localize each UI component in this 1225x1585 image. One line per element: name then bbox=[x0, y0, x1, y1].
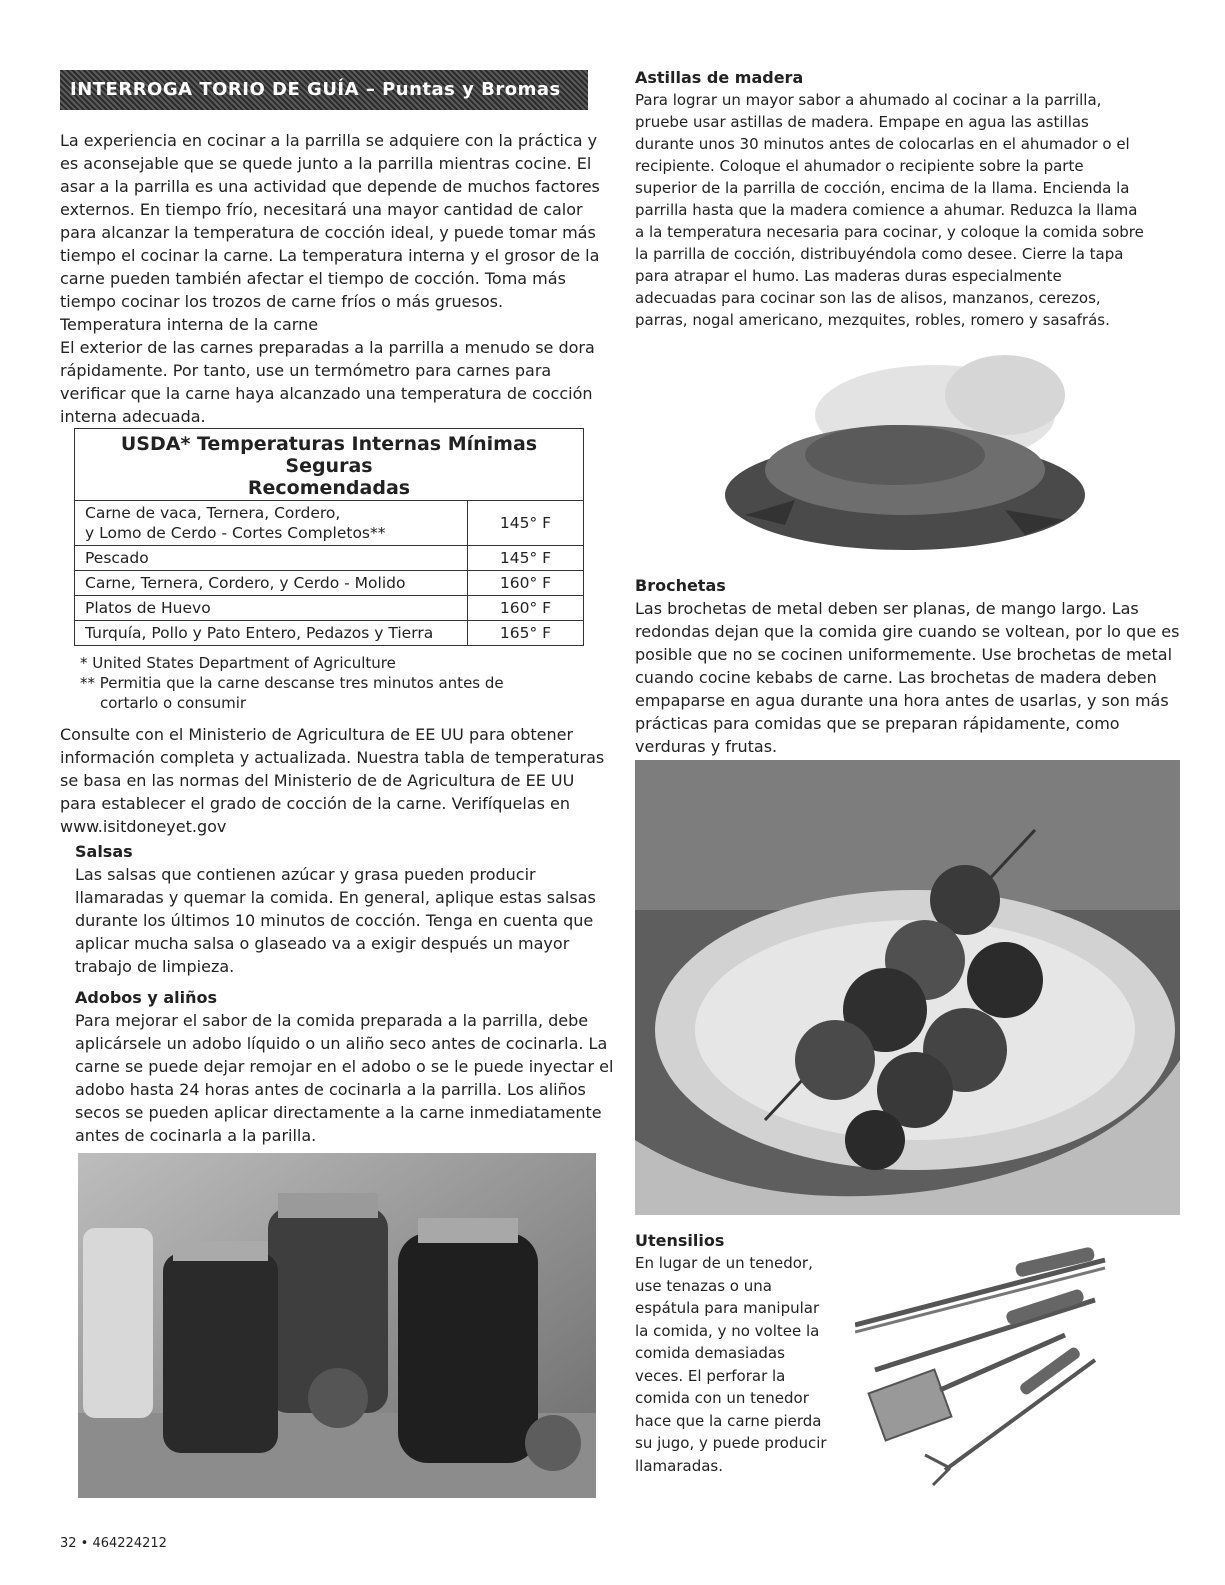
jars-image bbox=[78, 1153, 596, 1498]
skewers-image bbox=[635, 760, 1180, 1215]
adobos-section: Adobos y aliños Para mejorar el sabor de la comida preparada a la parrilla, debe aplicársele un adobo líquido o un aliño seco antes de cocinarla. La carne se puede dejar remojar en el adobo o se le puede inyectar el adobo hasta 24 horas antes de cocinarla a la parrilla. Los aliños secos se pueden aplicar directamente a la carne inmediatamente antes de cocinarla a la parilla. bbox=[75, 987, 625, 1147]
table-row: Turquía, Pollo y Pato Entero, Pedazos y Tierra 165° F bbox=[75, 621, 584, 646]
table-title: USDA* Temperaturas Internas Mínimas Seguras Recomendadas bbox=[74, 428, 584, 500]
utensilios-section: Utensilios En lugar de un tenedor, use tenazas o una espátula para manipular la comida, y no voltee la comida demasiadas veces. El perforar la comida con un tenedor hace que la carne pierda su jugo, y puede producir llamaradas. bbox=[635, 1230, 845, 1477]
section-heading: Utensilios bbox=[635, 1231, 725, 1250]
table-row: Platos de Huevo 160° F bbox=[75, 596, 584, 621]
salsas-section: Salsas Las salsas que contienen azúcar y grasa pueden producir llamaradas y quemar la comida. En general, aplique estas salsas durante los últimos 10 minutos de cocción. Tenga en cuenta que aplicar mucha salsa o glaseado va a exigir después un mayor trabajo de limpieza. bbox=[75, 841, 625, 978]
brochetas-section: Brochetas Las brochetas de metal deben ser planas, de mango largo. Las redondas dejan que la comida gire cuando se voltean, por lo que es posible que no se cocinen uniformemente. Use brochetas de metal cuando cocine kebabs de carne. Las brochetas de madera deben empaparse en agua durante una hora antes de usarlas, y son más prácticas para comidas que se preparan rápidamente, como verduras y frutas. bbox=[635, 575, 1205, 758]
section-heading: Brochetas bbox=[635, 576, 726, 595]
wood-chips-image bbox=[705, 335, 1105, 560]
jars-photo bbox=[78, 1153, 596, 1498]
section-heading: Salsas bbox=[75, 842, 133, 861]
table-footnotes: * United States Department of Agriculture ** Permitia que la carne descanse tres minutos antes de cortarlo o consumir bbox=[80, 654, 504, 712]
section-heading: Astillas de madera bbox=[635, 68, 804, 87]
temperature-table bbox=[74, 428, 584, 646]
astillas-section: Astillas de madera Para lograr un mayor sabor a ahumado al cocinar a la parrilla, pruebe usar astillas de madera. Empape en agua las astillas durante unos 30 minutos antes de colocarlas en el ahumador o el recipiente. Coloque el ahumador o recipiente sobre la parte superior de la parrilla de cocción, encima de la llama. Encienda la parrilla hasta que la madera comience a ahumar. Reduzca la llama a la temperatura necesaria para cocinar, y coloque la comida sobre la parrilla de cocción, distribuyéndola como desee. Cierre la tapa para atrapar el humo. Las maderas duras especialmente adecuadas para cocinar son las de alisos, manzanos, cerezos, parras, nogal americano, mezquites, robles, romero y sasafrás. bbox=[635, 67, 1195, 331]
utensils-photo bbox=[855, 1240, 1115, 1500]
intro-text: La experiencia en cocinar a la parrilla se adquiere con la práctica y es aconsejable que se quede junto a la parrilla mientras cocine. El asar a la parrilla es una actividad que depende de muchos factores externos. En tiempo frío, necesitará una mayor cantidad de calor para alcanzar la temperatura de cocción ideal, y puede tomar más tiempo el cocinar la carne. La temperatura interna y el grosor de la carne pueden también afectar el tiempo de cocción. Toma más tiempo cocinar los trozos de carne fríos o más gruesos. Temperatura interna de la carne El exterior de las carnes preparadas a la parrilla a menudo se dora rápidamente. Por tanto, use un termómetro para carnes para verificar que la carne haya alcanzado una temperatura de cocción interna adecuada. bbox=[60, 131, 600, 426]
consult-text: Consulte con el Ministerio de Agricultura de EE UU para obtener información completa y actualizada. Nuestra tabla de temperaturas se basa en las normas del Ministerio de de Agricultura de EE UU para establecer el grado de cocción de la carne. Verifíquelas en www.isitdoneyet.gov bbox=[60, 725, 605, 836]
section-banner: INTERROGA TORIO DE GUÍA – Puntas y Bromas bbox=[60, 70, 588, 110]
skewers-photo bbox=[635, 760, 1180, 1215]
wood-chips-photo bbox=[705, 335, 1105, 560]
section-heading: Adobos y aliños bbox=[75, 988, 218, 1007]
page-footer: 32 • 464224212 bbox=[60, 1536, 167, 1551]
utensils-image bbox=[855, 1240, 1115, 1500]
table-row: Carne, Ternera, Cordero, y Cerdo - Molido 160° F bbox=[75, 571, 584, 596]
table-row: Pescado 145° F bbox=[75, 546, 584, 571]
table-row: Carne de vaca, Ternera, Cordero, y Lomo de Cerdo - Cortes Completos** 145° F bbox=[75, 501, 584, 546]
